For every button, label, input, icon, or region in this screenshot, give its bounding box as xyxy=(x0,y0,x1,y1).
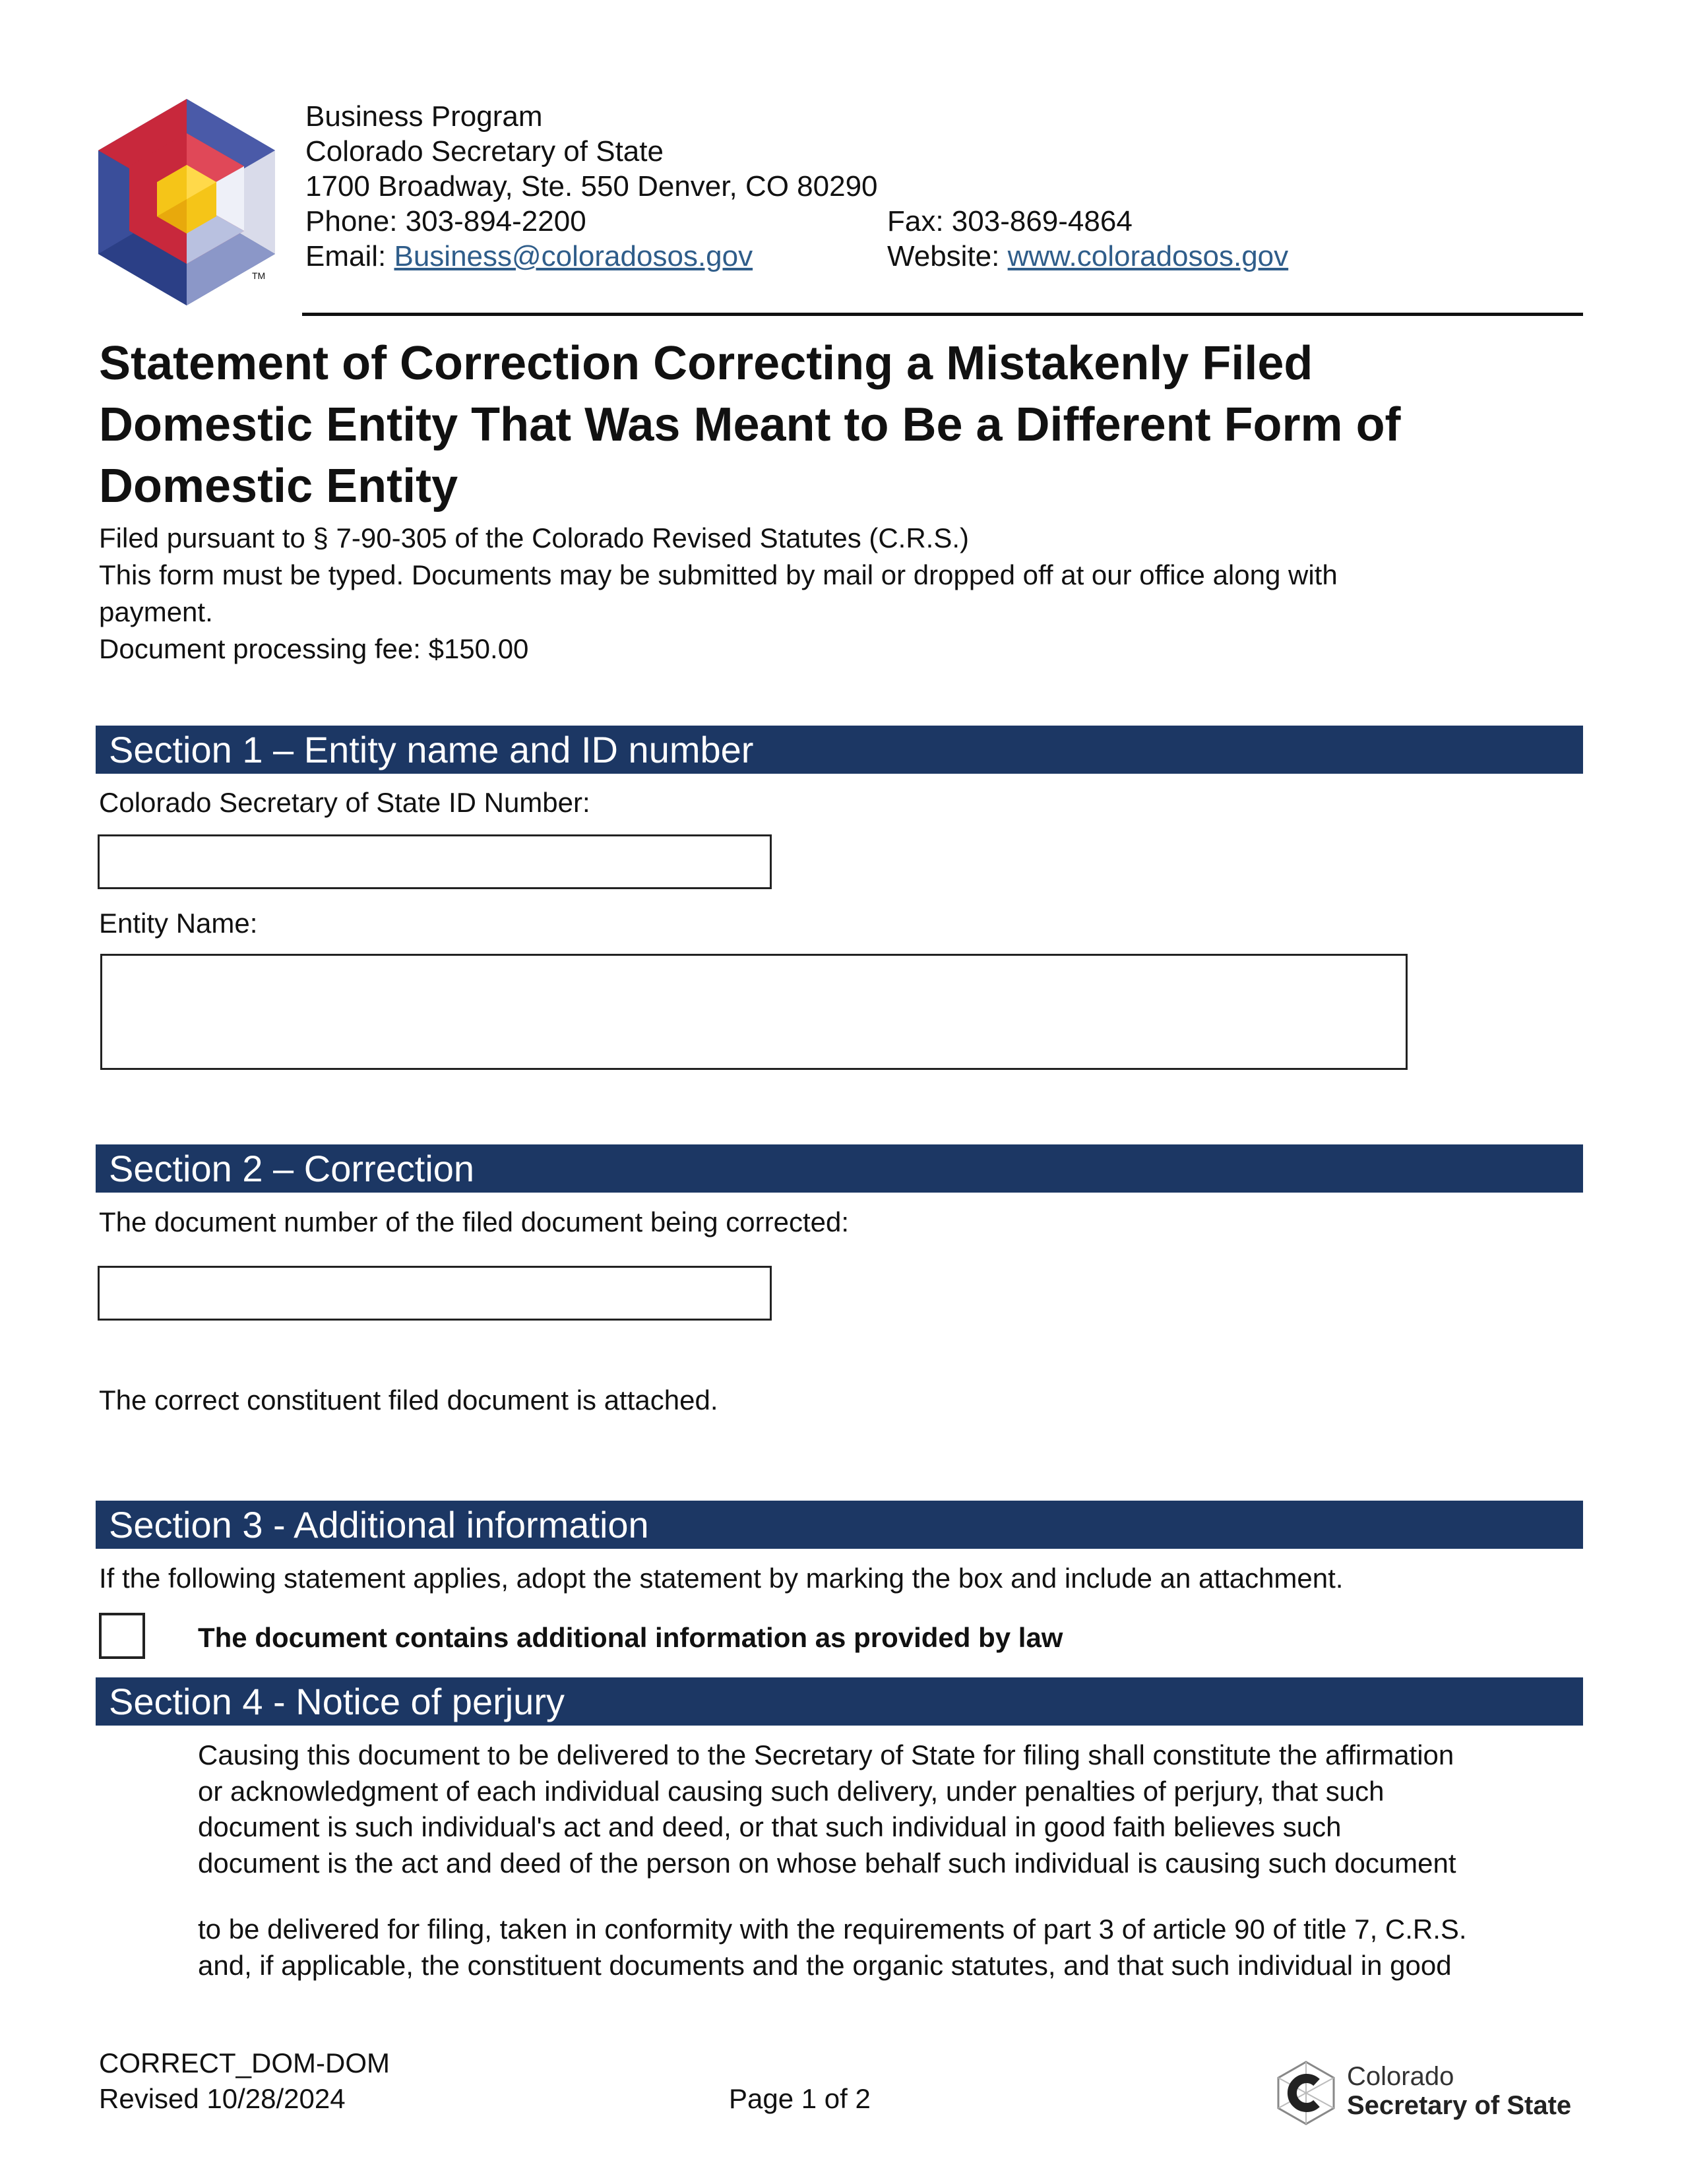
website-label: Website: xyxy=(887,240,1008,272)
office-name: Colorado Secretary of State xyxy=(305,135,664,168)
perjury-notice-paragraph xyxy=(198,1737,1583,1881)
entity-name-input[interactable] xyxy=(100,954,1408,1070)
page-number: Page 1 of 2 xyxy=(729,2083,871,2114)
brand-line-sos: Secretary of State xyxy=(1347,2091,1572,2120)
perjury-line: or acknowledgment of each individual causing such delivery, under penalties of perjury, that such xyxy=(198,1775,1385,1807)
instructions-line: payment. xyxy=(99,596,213,627)
document-number-label: The document number of the filed document being corrected: xyxy=(99,1206,849,1237)
trademark-mark: TM xyxy=(252,270,266,281)
footer-brand xyxy=(1273,2057,1583,2129)
header-divider xyxy=(302,313,1583,316)
additional-info-checkbox[interactable] xyxy=(99,1613,145,1659)
email-line xyxy=(305,239,753,274)
hexagon-c-icon xyxy=(1273,2060,1339,2126)
perjury-notice-continued xyxy=(198,1912,1583,1983)
form-code: CORRECT_DOM-DOM xyxy=(99,2047,390,2078)
phone-number: Phone: 303-894-2200 xyxy=(305,205,586,237)
entity-name-label: Entity Name: xyxy=(99,908,258,939)
email-label: Email: xyxy=(305,240,394,272)
title-line: Domestic Entity xyxy=(99,460,458,513)
instructions-line: This form must be typed. Documents may be submitted by mail or dropped off at our office along with xyxy=(99,559,1338,590)
office-address: 1700 Broadway, Ste. 550 Denver, CO 80290 xyxy=(305,170,878,203)
email-link[interactable]: Business@coloradosos.gov xyxy=(394,240,753,272)
section-2-heading: Section 2 – Correction xyxy=(96,1144,1583,1193)
title-line: Domestic Entity That Was Meant to Be a Different Form of xyxy=(99,398,1401,451)
section-3-heading: Section 3 - Additional information xyxy=(96,1501,1583,1549)
website-line xyxy=(887,239,1288,274)
section-1-heading: Section 1 – Entity name and ID number xyxy=(96,726,1583,774)
form-intro xyxy=(99,520,1338,668)
colorado-sos-logo xyxy=(92,92,290,310)
document-number-input[interactable] xyxy=(98,1266,772,1321)
section-4-heading: Section 4 - Notice of perjury xyxy=(96,1677,1583,1726)
attached-document-note: The correct constituent filed document is attached. xyxy=(99,1385,718,1416)
additional-info-instruction: If the following statement applies, adopt the statement by marking the box and include an attachment. xyxy=(99,1563,1344,1594)
title-line: Statement of Correction Correcting a Mistakenly Filed xyxy=(99,337,1313,390)
website-link[interactable]: www.coloradosos.gov xyxy=(1007,240,1289,272)
perjury-line: document is the act and deed of the person on whose behalf such individual is causing such document xyxy=(198,1847,1456,1879)
perjury-line: and, if applicable, the constituent documents and the organic statutes, and that such individual in good xyxy=(198,1949,1452,1981)
id-number-input[interactable] xyxy=(98,834,772,889)
perjury-line: document is such individual's act and deed, or that such individual in good faith believes such xyxy=(198,1811,1342,1842)
program-name: Business Program xyxy=(305,100,543,133)
fax-number: Fax: 303-869-4864 xyxy=(887,205,1133,237)
form-title xyxy=(99,333,1583,517)
brand-line-colorado: Colorado xyxy=(1347,2062,1454,2091)
statute-reference: Filed pursuant to § 7-90-305 of the Colorado Revised Statutes (C.R.S.) xyxy=(99,522,970,553)
additional-info-statement: The document contains additional information as provided by law xyxy=(198,1622,1063,1653)
revision-date: Revised 10/28/2024 xyxy=(99,2083,346,2114)
perjury-line: Causing this document to be delivered to the Secretary of State for filing shall constitute the affirmation xyxy=(198,1739,1454,1770)
id-number-label: Colorado Secretary of State ID Number: xyxy=(99,787,590,818)
processing-fee: Document processing fee: $150.00 xyxy=(99,633,529,664)
perjury-line: to be delivered for filing, taken in conformity with the requirements of part 3 of article 90 of title 7, C.R.S. xyxy=(198,1914,1467,1945)
